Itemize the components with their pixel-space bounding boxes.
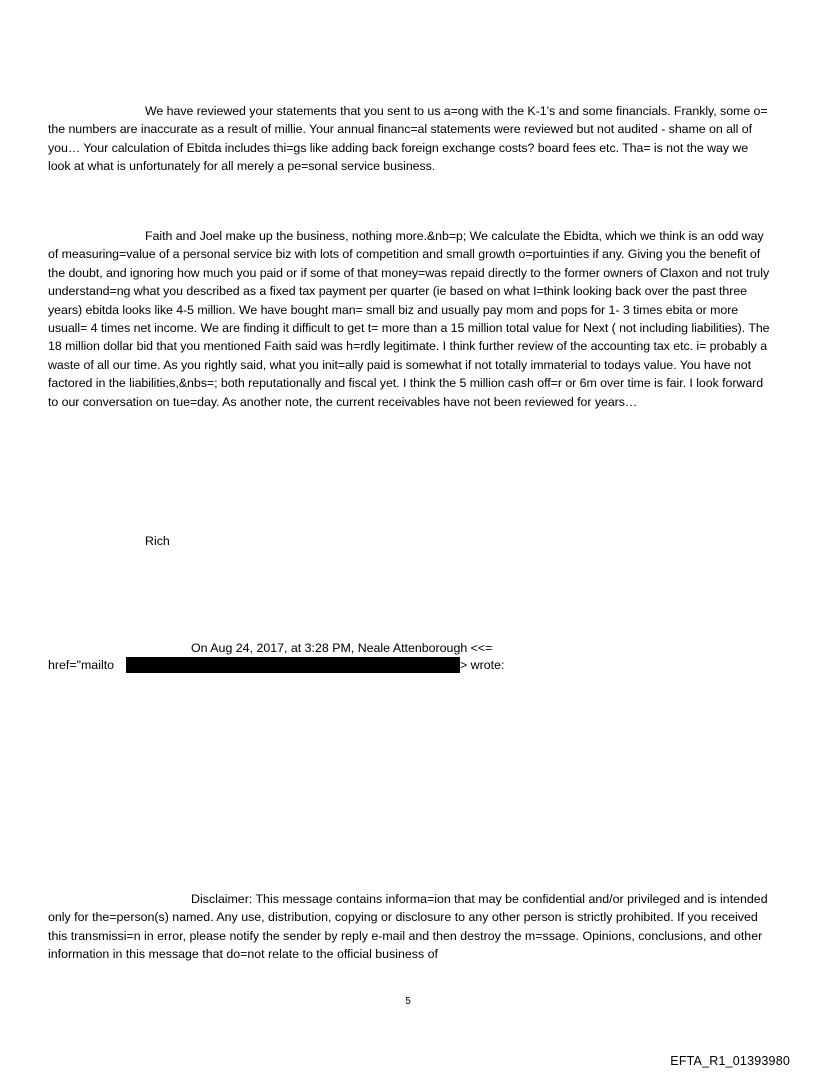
redaction-box <box>126 657 460 673</box>
disclaimer-text: Disclaimer: This message contains informa=ion that may be confidential and/or privileged and is intended only for the=person(s) named. Any use, distribution, copying or disclosure to any other person is strictly prohibited. If you received this transmissi=n in error, please notify the sender by reply e-mail and then destroy the m=ssage. Opinions, conclusions, and other information in this message that do=not relate to the official business of <box>48 892 768 962</box>
quoted-header-line-2 <box>48 656 770 674</box>
email-signature: Rich <box>145 534 170 548</box>
email-paragraph-1: We have reviewed your statements that you sent to us a=ong with the K-1’s and some financials. Frankly, some o= the numbers are inaccurate as a result of millie. Your annual financ=al statements were reviewed but not audited - shame on all of you… Your calculation of Ebitda includes thi=gs like adding back foreign exchange costs? board fees etc. Tha= is not the way we look at what is unfortunately for all merely a pe=sonal service business. <box>48 104 768 174</box>
quoted-header-line-1: On Aug 24, 2017, at 3:28 PM, Neale Attenborough <<= <box>191 641 493 655</box>
mailto-prefix: href="mailto <box>48 658 115 672</box>
page-number: 5 <box>405 996 411 1007</box>
wrote-suffix: > wrote: <box>460 658 505 672</box>
email-paragraph-2: Faith and Joel make up the business, nothing more.&nb=p; We calculate the Ebidta, which we think is an odd way of measuring=value of a personal service biz with lots of competition and small growth o=portuinties if any. Giving you the benefit of the doubt, and ignoring how much you paid or if some of that money=was repaid directly to the former owners of Claxon and not truly understand=ng what you described as a fixed tax payment per quarter (ie based on what I=think looking back over the past three years) ebitda looks like 4-5 million. We have bought man= small biz and usually pay mom and pops for 1- 3 times ebita or more usuall= 4 times net income. We are finding it difficult to get t= more than a 15 million total value for Next ( not including liabilities). The 18 million dollar bid that you mentioned Faith said was h=rdly legitimate. I think further review of the accounting tax etc. i= probably a waste of all our time. As you rightly said, what you init=ally paid is somewhat if not totally immaterial to todays value. You have not factored in the liabilities,&nbs=; both reputationally and fiscal yet. I think the 5 million cash off=r or 6m over time is fair. I look forward to our conversation on tue=day. As another note, the current receivables have not been reviewed for years… <box>48 229 770 409</box>
bates-number: EFTA_R1_01393980 <box>670 1054 790 1068</box>
